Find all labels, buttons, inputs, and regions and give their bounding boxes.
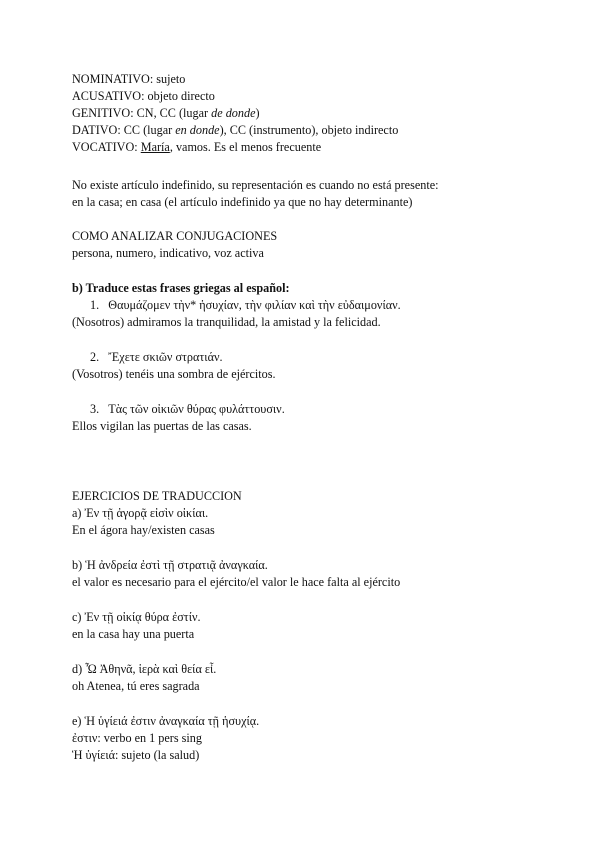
- article-note-line: No existe artículo indefinido, su representación es cuando no está presente:: [72, 178, 439, 192]
- greek-text: Ἔχετε σκιῶν στρατιάν.: [108, 350, 223, 364]
- case-dativo: [72, 122, 572, 139]
- greek-text: Θαυμάζομεν τὴν* ἡσυχίαν, τὴν φιλίαν καὶ τὴν εὐδαιμονίαν.: [108, 298, 401, 312]
- case-tail: , vamos. Es el menos frecuente: [169, 140, 322, 154]
- case-genitivo: [72, 105, 572, 122]
- translation-item: [72, 609, 572, 643]
- item-number: 2.: [90, 350, 100, 364]
- greek-sentence: b) Ἡ ἀνδρεία ἐστὶ τῇ στρατιᾷ ἀναγκαία.: [72, 558, 268, 572]
- spanish-translation: el valor es necesario para el ejército/el valor le hace falta al ejército: [72, 575, 401, 589]
- case-text: : CN, CC (lugar: [130, 106, 212, 120]
- conjugations-section: [72, 228, 572, 262]
- greek-sentence: [72, 401, 572, 418]
- greek-sentence: c) Ἐν τῇ οἰκίᾳ θύρα ἐστίν.: [72, 610, 201, 624]
- greek-sentence: [72, 349, 572, 366]
- spanish-translation: Ellos vigilan las puertas de las casas.: [72, 419, 252, 433]
- case-tail: ), CC (instrumento), objeto indirecto: [219, 123, 399, 137]
- case-label: DATIVO: [72, 123, 118, 137]
- translation-item: [72, 661, 572, 695]
- spanish-translation: En el ágora hay/existen casas: [72, 523, 215, 537]
- case-sep: :: [134, 140, 141, 154]
- analysis-line: ἐστιν: verbo en 1 pers sing: [72, 731, 202, 745]
- case-acusativo: [72, 88, 572, 105]
- translation-item: [72, 505, 572, 539]
- case-text: : objeto directo: [141, 89, 215, 103]
- conjugations-heading: COMO ANALIZAR CONJUGACIONES: [72, 229, 278, 243]
- item-number: 1.: [90, 298, 100, 312]
- greek-sentence: a) Ἐν τῇ ἀγορᾷ εἰσὶν οἰκίαι.: [72, 506, 209, 520]
- case-vocativo: [72, 139, 572, 156]
- spanish-translation: (Nosotros) admiramos la tranquilidad, la amistad y la felicidad.: [72, 315, 381, 329]
- exercise-b-item: [72, 297, 572, 331]
- translation-item: [72, 713, 572, 764]
- exercise-b-heading-block: [72, 280, 572, 297]
- case-label: NOMINATIVO: [72, 72, 150, 86]
- analysis-line: Ἡ ὑγίειά: sujeto (la salud): [72, 748, 200, 762]
- greek-sentence: e) Ἡ ὑγίειά ἐστιν ἀναγκαία τῇ ἡσυχίᾳ.: [72, 714, 260, 728]
- exercise-b-item: [72, 401, 572, 435]
- spanish-translation: en la casa hay una puerta: [72, 627, 195, 641]
- case-underlined: María: [140, 140, 170, 154]
- translation-item: [72, 557, 572, 591]
- conjugations-text: persona, numero, indicativo, voz activa: [72, 246, 264, 260]
- article-note-line: en la casa; en casa (el artículo indefinido ya que no hay determinante): [72, 195, 413, 209]
- case-text: : sujeto: [149, 72, 186, 86]
- case-italic: en donde: [175, 123, 220, 137]
- item-number: 3.: [90, 402, 100, 416]
- greek-sentence: d) Ὦ Ἀθηνᾶ, ἱερὰ καὶ θεία εἶ.: [72, 662, 217, 676]
- case-tail: ): [255, 106, 260, 120]
- greek-text: Τὰς τῶν οἰκιῶν θύρας φυλάττουσιν.: [108, 402, 285, 416]
- translations-heading-block: [72, 488, 572, 505]
- case-text: : CC (lugar: [117, 123, 176, 137]
- case-label: GENITIVO: [72, 106, 131, 120]
- exercise-b-heading: b) Traduce estas frases griegas al español:: [72, 281, 290, 295]
- spanish-translation: (Vosotros) tenéis una sombra de ejércitos.: [72, 367, 276, 381]
- article-note: [72, 177, 572, 211]
- case-italic: de donde: [211, 106, 256, 120]
- translations-heading: EJERCICIOS DE TRADUCCION: [72, 489, 242, 503]
- greek-sentence: [72, 297, 572, 314]
- case-label: VOCATIVO: [72, 140, 135, 154]
- spanish-translation: oh Atenea, tú eres sagrada: [72, 679, 200, 693]
- case-nominativo: [72, 71, 572, 88]
- cases-list: [72, 71, 572, 156]
- case-label: ACUSATIVO: [72, 89, 142, 103]
- exercise-b-item: [72, 349, 572, 383]
